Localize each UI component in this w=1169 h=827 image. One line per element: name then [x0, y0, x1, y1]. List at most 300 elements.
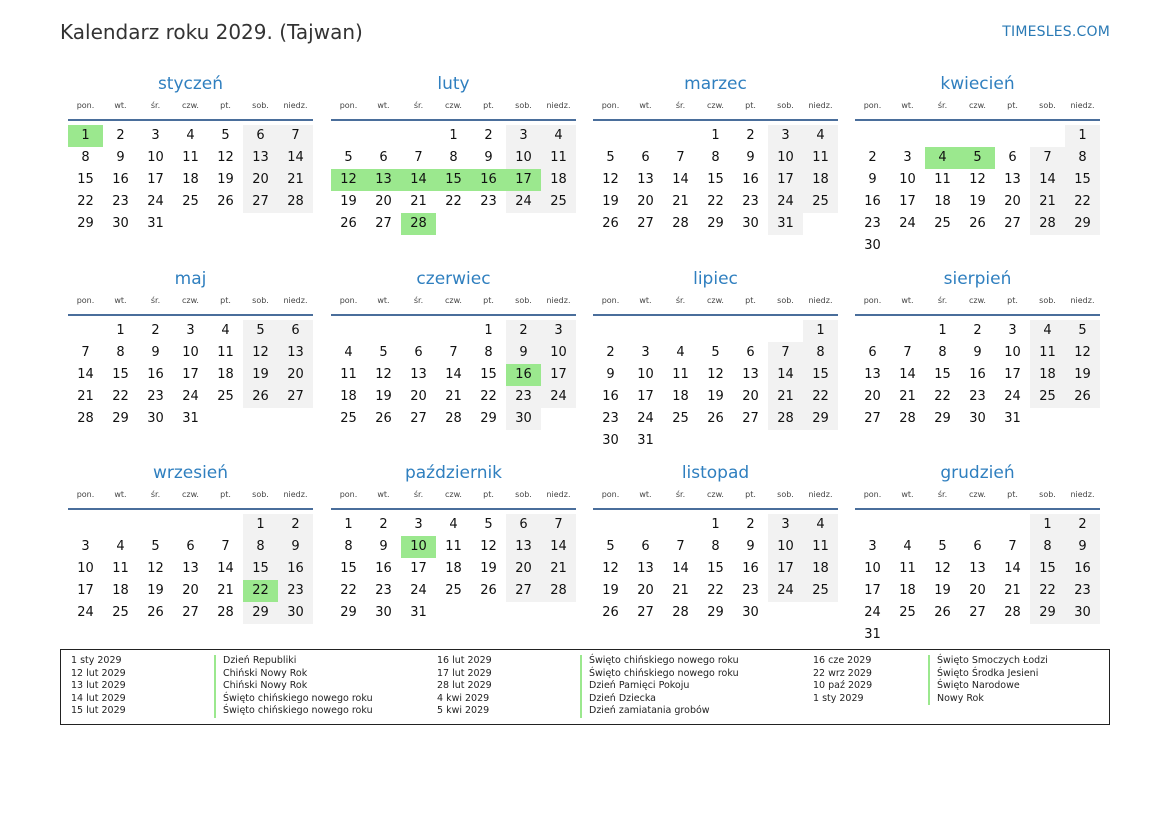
day-cell: 29 [707, 216, 724, 231]
day-cell: 18 [899, 583, 916, 598]
day-cell: 1 [711, 128, 720, 143]
day-cell: 4 [1030, 320, 1065, 342]
day-cell: 26 [375, 411, 392, 426]
day-cell: 2 [746, 517, 755, 532]
weekday-label: pt. [1007, 101, 1018, 110]
day-cell: 24 [899, 216, 916, 231]
day-cell: 8 [1065, 147, 1100, 169]
day-cell: 29 [243, 602, 278, 624]
day-cell: 16 [112, 172, 129, 187]
holiday-date: 13 lut 2029 [71, 680, 126, 692]
holiday-day: 14 [401, 169, 436, 191]
day-cell: 7 [81, 345, 90, 360]
weekday-label: pon. [863, 296, 882, 305]
day-cell: 21 [899, 389, 916, 404]
day-cell: 8 [344, 539, 353, 554]
weekday-label: pon. [339, 490, 358, 499]
weekday-label: wt. [639, 490, 652, 499]
day-cell: 27 [969, 605, 986, 620]
weekday-header [855, 101, 1100, 117]
day-cell: 10 [768, 536, 803, 558]
month-name: listopad [681, 463, 750, 483]
holiday-date: 16 lut 2029 [437, 655, 492, 666]
day-cell: 12 [602, 561, 619, 576]
weekday-label: sob. [777, 490, 794, 499]
day-cell: 1 [484, 323, 493, 338]
day-cell: 22 [803, 386, 838, 408]
day-cell: 12 [375, 367, 392, 382]
day-cell: 30 [278, 602, 313, 624]
day-cell: 21 [217, 583, 234, 598]
holiday-name: Dzień zamiatania grobów [580, 705, 710, 718]
month-name: wrzesień [152, 463, 229, 483]
day-cell: 22 [1065, 191, 1100, 213]
day-cell: 24 [77, 605, 94, 620]
day-cell: 2 [506, 320, 541, 342]
day-cell: 17 [768, 169, 803, 191]
day-cell: 31 [1004, 411, 1021, 426]
day-cell: 20 [742, 389, 759, 404]
day-cell: 2 [151, 323, 160, 338]
day-cell: 14 [672, 561, 689, 576]
weekday-label: wt. [114, 490, 127, 499]
holiday-date: 1 sty 2029 [813, 692, 864, 704]
weekday-label: pt. [745, 296, 756, 305]
holiday-day: 12 [331, 169, 366, 191]
day-cell: 8 [116, 345, 125, 360]
day-cell: 6 [973, 539, 982, 554]
day-cell: 12 [602, 172, 619, 187]
day-cell: 10 [899, 172, 916, 187]
day-cell: 16 [602, 389, 619, 404]
day-cell: 1 [243, 514, 278, 536]
day-cell: 18 [112, 583, 129, 598]
day-cell: 21 [1004, 583, 1021, 598]
day-cell: 12 [707, 367, 724, 382]
legend-entry [813, 680, 1020, 693]
day-cell: 7 [541, 514, 576, 536]
day-cell: 30 [602, 433, 619, 448]
holiday-date: 1 sty 2029 [71, 655, 122, 666]
weekday-label: wt. [377, 296, 390, 305]
day-cell: 13 [1004, 172, 1021, 187]
day-cell: 13 [969, 561, 986, 576]
day-cell: 29 [77, 216, 94, 231]
day-cell: 31 [768, 213, 803, 235]
day-cell: 1 [711, 517, 720, 532]
holiday-day: 16 [471, 169, 506, 191]
day-cell: 26 [707, 411, 724, 426]
day-cell: 18 [541, 169, 576, 191]
weekday-label: pon. [601, 490, 620, 499]
holiday-name: Dzień Dziecka [580, 693, 656, 706]
day-cell: 4 [676, 345, 685, 360]
day-cell: 29 [707, 605, 724, 620]
holiday-day: 17 [506, 169, 541, 191]
day-cell: 9 [379, 539, 388, 554]
weekday-label: śr. [413, 296, 424, 305]
day-cell: 28 [672, 216, 689, 231]
site-link[interactable]: TIMESLES.COM [1002, 24, 1110, 40]
day-cell: 20 [637, 583, 654, 598]
day-cell: 6 [1008, 150, 1017, 165]
month-name: styczeń [157, 74, 224, 94]
month-divider [855, 508, 1100, 510]
day-cell: 7 [768, 342, 803, 364]
day-cell: 7 [414, 150, 423, 165]
holiday-date: 17 lut 2029 [437, 667, 492, 679]
day-cell: 14 [77, 367, 94, 382]
weekday-label: pon. [601, 296, 620, 305]
day-cell: 7 [676, 150, 685, 165]
holiday-date: 4 kwi 2029 [437, 692, 490, 704]
weekday-label: sob. [1039, 296, 1056, 305]
day-cell: 25 [899, 605, 916, 620]
day-cell: 14 [278, 147, 313, 169]
day-cell: 9 [606, 367, 615, 382]
day-cell: 23 [147, 389, 164, 404]
day-cell: 22 [77, 194, 94, 209]
day-cell: 16 [864, 194, 881, 209]
month-name: czerwiec [416, 269, 491, 289]
holiday-name: Święto Narodowe [928, 680, 1020, 693]
holiday-name: Święto chińskiego nowego roku [580, 655, 739, 668]
day-cell: 11 [1030, 342, 1065, 364]
day-cell: 13 [742, 367, 759, 382]
day-cell: 1 [1030, 514, 1065, 536]
day-cell: 5 [151, 539, 160, 554]
legend-column [437, 655, 739, 718]
month-name: grudzień [940, 463, 1015, 483]
weekday-header [593, 490, 838, 506]
day-cell: 4 [803, 125, 838, 147]
day-cell: 10 [541, 342, 576, 364]
month-divider [68, 119, 313, 121]
day-cell: 18 [803, 169, 838, 191]
weekday-label: niedz. [546, 296, 571, 305]
weekday-label: śr. [413, 101, 424, 110]
day-cell: 19 [602, 583, 619, 598]
legend-entry [437, 655, 739, 668]
day-cell: 3 [903, 150, 912, 165]
month-divider [68, 314, 313, 316]
day-cell: 1 [344, 517, 353, 532]
month-divider [331, 508, 576, 510]
legend-entry [813, 692, 984, 706]
day-cell: 19 [480, 561, 497, 576]
weekday-label: sob. [777, 101, 794, 110]
day-cell: 9 [278, 536, 313, 558]
month-divider [68, 508, 313, 510]
day-cell: 14 [445, 367, 462, 382]
day-cell: 24 [768, 580, 803, 602]
day-cell: 30 [864, 238, 881, 253]
weekday-label: pt. [220, 296, 231, 305]
day-cell: 19 [340, 194, 357, 209]
weekday-label: śr. [937, 296, 948, 305]
day-cell: 27 [243, 191, 278, 213]
day-cell: 7 [676, 539, 685, 554]
day-cell: 3 [868, 539, 877, 554]
day-cell: 31 [182, 411, 199, 426]
day-cell: 7 [221, 539, 230, 554]
day-cell: 11 [803, 147, 838, 169]
holiday-day: 16 [506, 364, 541, 386]
day-cell: 2 [1065, 514, 1100, 536]
month-name: luty [437, 74, 470, 94]
day-cell: 1 [938, 323, 947, 338]
weekday-label: niedz. [808, 490, 833, 499]
day-cell: 17 [637, 389, 654, 404]
holiday-name: Chiński Nowy Rok [214, 680, 307, 693]
day-cell: 18 [217, 367, 234, 382]
day-cell: 7 [278, 125, 313, 147]
day-cell: 4 [541, 125, 576, 147]
day-cell: 30 [742, 605, 759, 620]
holiday-date: 10 paź 2029 [813, 680, 873, 692]
day-cell: 19 [217, 172, 234, 187]
month-name: sierpień [943, 269, 1012, 289]
weekday-label: niedz. [546, 101, 571, 110]
day-cell: 28 [1030, 213, 1065, 235]
day-cell: 9 [868, 172, 877, 187]
day-cell: 31 [147, 216, 164, 231]
legend-entry [813, 667, 1039, 681]
weekday-label: czw. [445, 101, 462, 110]
holiday-day: 4 [925, 147, 960, 169]
day-cell: 1 [116, 323, 125, 338]
day-cell: 8 [1030, 536, 1065, 558]
weekday-label: czw. [969, 296, 986, 305]
day-cell: 30 [112, 216, 129, 231]
day-cell: 24 [506, 191, 541, 213]
holiday-date: 28 lut 2029 [437, 680, 492, 692]
day-cell: 5 [1065, 320, 1100, 342]
day-cell: 25 [217, 389, 234, 404]
day-cell: 12 [480, 539, 497, 554]
weekday-label: śr. [150, 296, 161, 305]
day-cell: 16 [1065, 558, 1100, 580]
day-cell: 5 [221, 128, 230, 143]
day-cell: 27 [278, 386, 313, 408]
day-cell: 19 [375, 389, 392, 404]
day-cell: 31 [410, 605, 427, 620]
day-cell: 4 [344, 345, 353, 360]
day-cell: 15 [707, 172, 724, 187]
holiday-name: Dzień Republiki [214, 655, 296, 668]
day-cell: 30 [1065, 602, 1100, 624]
day-cell: 24 [1004, 389, 1021, 404]
weekday-label: pon. [863, 101, 882, 110]
day-cell: 22 [707, 194, 724, 209]
day-cell: 30 [506, 408, 541, 430]
day-cell: 23 [1065, 580, 1100, 602]
day-cell: 30 [742, 216, 759, 231]
weekday-header [593, 296, 838, 312]
day-cell: 11 [340, 367, 357, 382]
day-cell: 21 [768, 386, 803, 408]
day-cell: 3 [1008, 323, 1017, 338]
weekday-label: pon. [339, 101, 358, 110]
legend-entry [71, 667, 308, 681]
month-divider [331, 314, 576, 316]
day-cell: 22 [480, 389, 497, 404]
legend-entry [71, 655, 297, 668]
day-cell: 6 [379, 150, 388, 165]
day-cell: 21 [1030, 191, 1065, 213]
day-cell: 21 [278, 169, 313, 191]
day-cell: 17 [864, 583, 881, 598]
day-cell: 13 [506, 536, 541, 558]
day-cell: 29 [480, 411, 497, 426]
holiday-day: 13 [366, 169, 401, 191]
day-cell: 28 [899, 411, 916, 426]
month-name: lipiec [693, 269, 738, 289]
weekday-label: sob. [1039, 490, 1056, 499]
weekday-label: pt. [483, 490, 494, 499]
weekday-label: pon. [339, 296, 358, 305]
day-cell: 8 [243, 536, 278, 558]
holiday-date: 15 lut 2029 [71, 705, 126, 717]
day-cell: 12 [243, 342, 278, 364]
day-cell: 6 [278, 320, 313, 342]
day-cell: 19 [934, 583, 951, 598]
month-name: kwiecień [940, 74, 1015, 94]
day-cell: 5 [606, 150, 615, 165]
day-cell: 23 [506, 386, 541, 408]
day-cell: 10 [77, 561, 94, 576]
day-cell: 6 [641, 150, 650, 165]
day-cell: 1 [1065, 125, 1100, 147]
day-cell: 28 [768, 408, 803, 430]
day-cell: 10 [768, 147, 803, 169]
day-cell: 2 [606, 345, 615, 360]
day-cell: 3 [768, 125, 803, 147]
holiday-date: 14 lut 2029 [71, 692, 126, 704]
weekday-label: wt. [639, 101, 652, 110]
day-cell: 3 [506, 125, 541, 147]
day-cell: 26 [340, 216, 357, 231]
month-name: marzec [684, 74, 747, 94]
day-cell: 8 [711, 150, 720, 165]
day-cell: 10 [182, 345, 199, 360]
day-cell: 2 [746, 128, 755, 143]
day-cell: 20 [506, 558, 541, 580]
day-cell: 22 [934, 389, 951, 404]
weekday-label: czw. [707, 101, 724, 110]
day-cell: 29 [340, 605, 357, 620]
weekday-label: czw. [707, 490, 724, 499]
day-cell: 11 [899, 561, 916, 576]
day-cell: 10 [1004, 345, 1021, 360]
day-cell: 8 [484, 345, 493, 360]
day-cell: 27 [375, 216, 392, 231]
legend-entry [71, 680, 308, 693]
day-cell: 13 [410, 367, 427, 382]
holiday-date: 22 wrz 2029 [813, 667, 872, 679]
weekday-label: niedz. [283, 296, 308, 305]
day-cell: 31 [864, 627, 881, 642]
weekday-label: śr. [675, 490, 686, 499]
legend-entry [437, 705, 710, 718]
day-cell: 25 [803, 191, 838, 213]
day-cell: 27 [182, 605, 199, 620]
day-cell: 17 [147, 172, 164, 187]
weekday-label: pt. [1007, 490, 1018, 499]
day-cell: 27 [637, 216, 654, 231]
day-cell: 5 [606, 539, 615, 554]
day-cell: 2 [484, 128, 493, 143]
day-cell: 6 [506, 514, 541, 536]
weekday-label: czw. [969, 101, 986, 110]
legend-entry [437, 667, 739, 681]
holiday-date: 16 cze 2029 [813, 655, 872, 666]
weekday-label: pt. [1007, 296, 1018, 305]
day-cell: 15 [112, 367, 129, 382]
day-cell: 13 [864, 367, 881, 382]
day-cell: 31 [637, 433, 654, 448]
day-cell: 20 [864, 389, 881, 404]
day-cell: 4 [903, 539, 912, 554]
holiday-day: 22 [243, 580, 278, 602]
day-cell: 20 [969, 583, 986, 598]
day-cell: 22 [112, 389, 129, 404]
day-cell: 1 [449, 128, 458, 143]
weekday-label: śr. [937, 101, 948, 110]
weekday-label: niedz. [1070, 296, 1095, 305]
weekday-header [68, 296, 313, 312]
day-cell: 15 [77, 172, 94, 187]
day-cell: 23 [375, 583, 392, 598]
day-cell: 21 [445, 389, 462, 404]
weekday-label: śr. [675, 101, 686, 110]
month-divider [593, 508, 838, 510]
day-cell: 14 [768, 364, 803, 386]
day-cell: 20 [278, 364, 313, 386]
weekday-label: sob. [515, 490, 532, 499]
day-cell: 28 [445, 411, 462, 426]
day-cell: 27 [410, 411, 427, 426]
day-cell: 10 [506, 147, 541, 169]
weekday-label: śr. [675, 296, 686, 305]
weekday-label: pon. [601, 101, 620, 110]
weekday-label: niedz. [546, 490, 571, 499]
day-cell: 8 [711, 539, 720, 554]
day-cell: 25 [112, 605, 129, 620]
day-cell: 19 [147, 583, 164, 598]
day-cell: 12 [147, 561, 164, 576]
day-cell: 23 [742, 194, 759, 209]
day-cell: 16 [742, 561, 759, 576]
weekday-header [593, 101, 838, 117]
day-cell: 25 [672, 411, 689, 426]
day-cell: 10 [637, 367, 654, 382]
day-cell: 3 [151, 128, 160, 143]
day-cell: 2 [379, 517, 388, 532]
day-cell: 6 [868, 345, 877, 360]
day-cell: 25 [340, 411, 357, 426]
day-cell: 14 [899, 367, 916, 382]
day-cell: 11 [182, 150, 199, 165]
day-cell: 25 [182, 194, 199, 209]
weekday-label: pt. [483, 101, 494, 110]
day-cell: 23 [742, 583, 759, 598]
day-cell: 28 [77, 411, 94, 426]
day-cell: 17 [182, 367, 199, 382]
day-cell: 4 [116, 539, 125, 554]
day-cell: 19 [969, 194, 986, 209]
weekday-header [855, 296, 1100, 312]
